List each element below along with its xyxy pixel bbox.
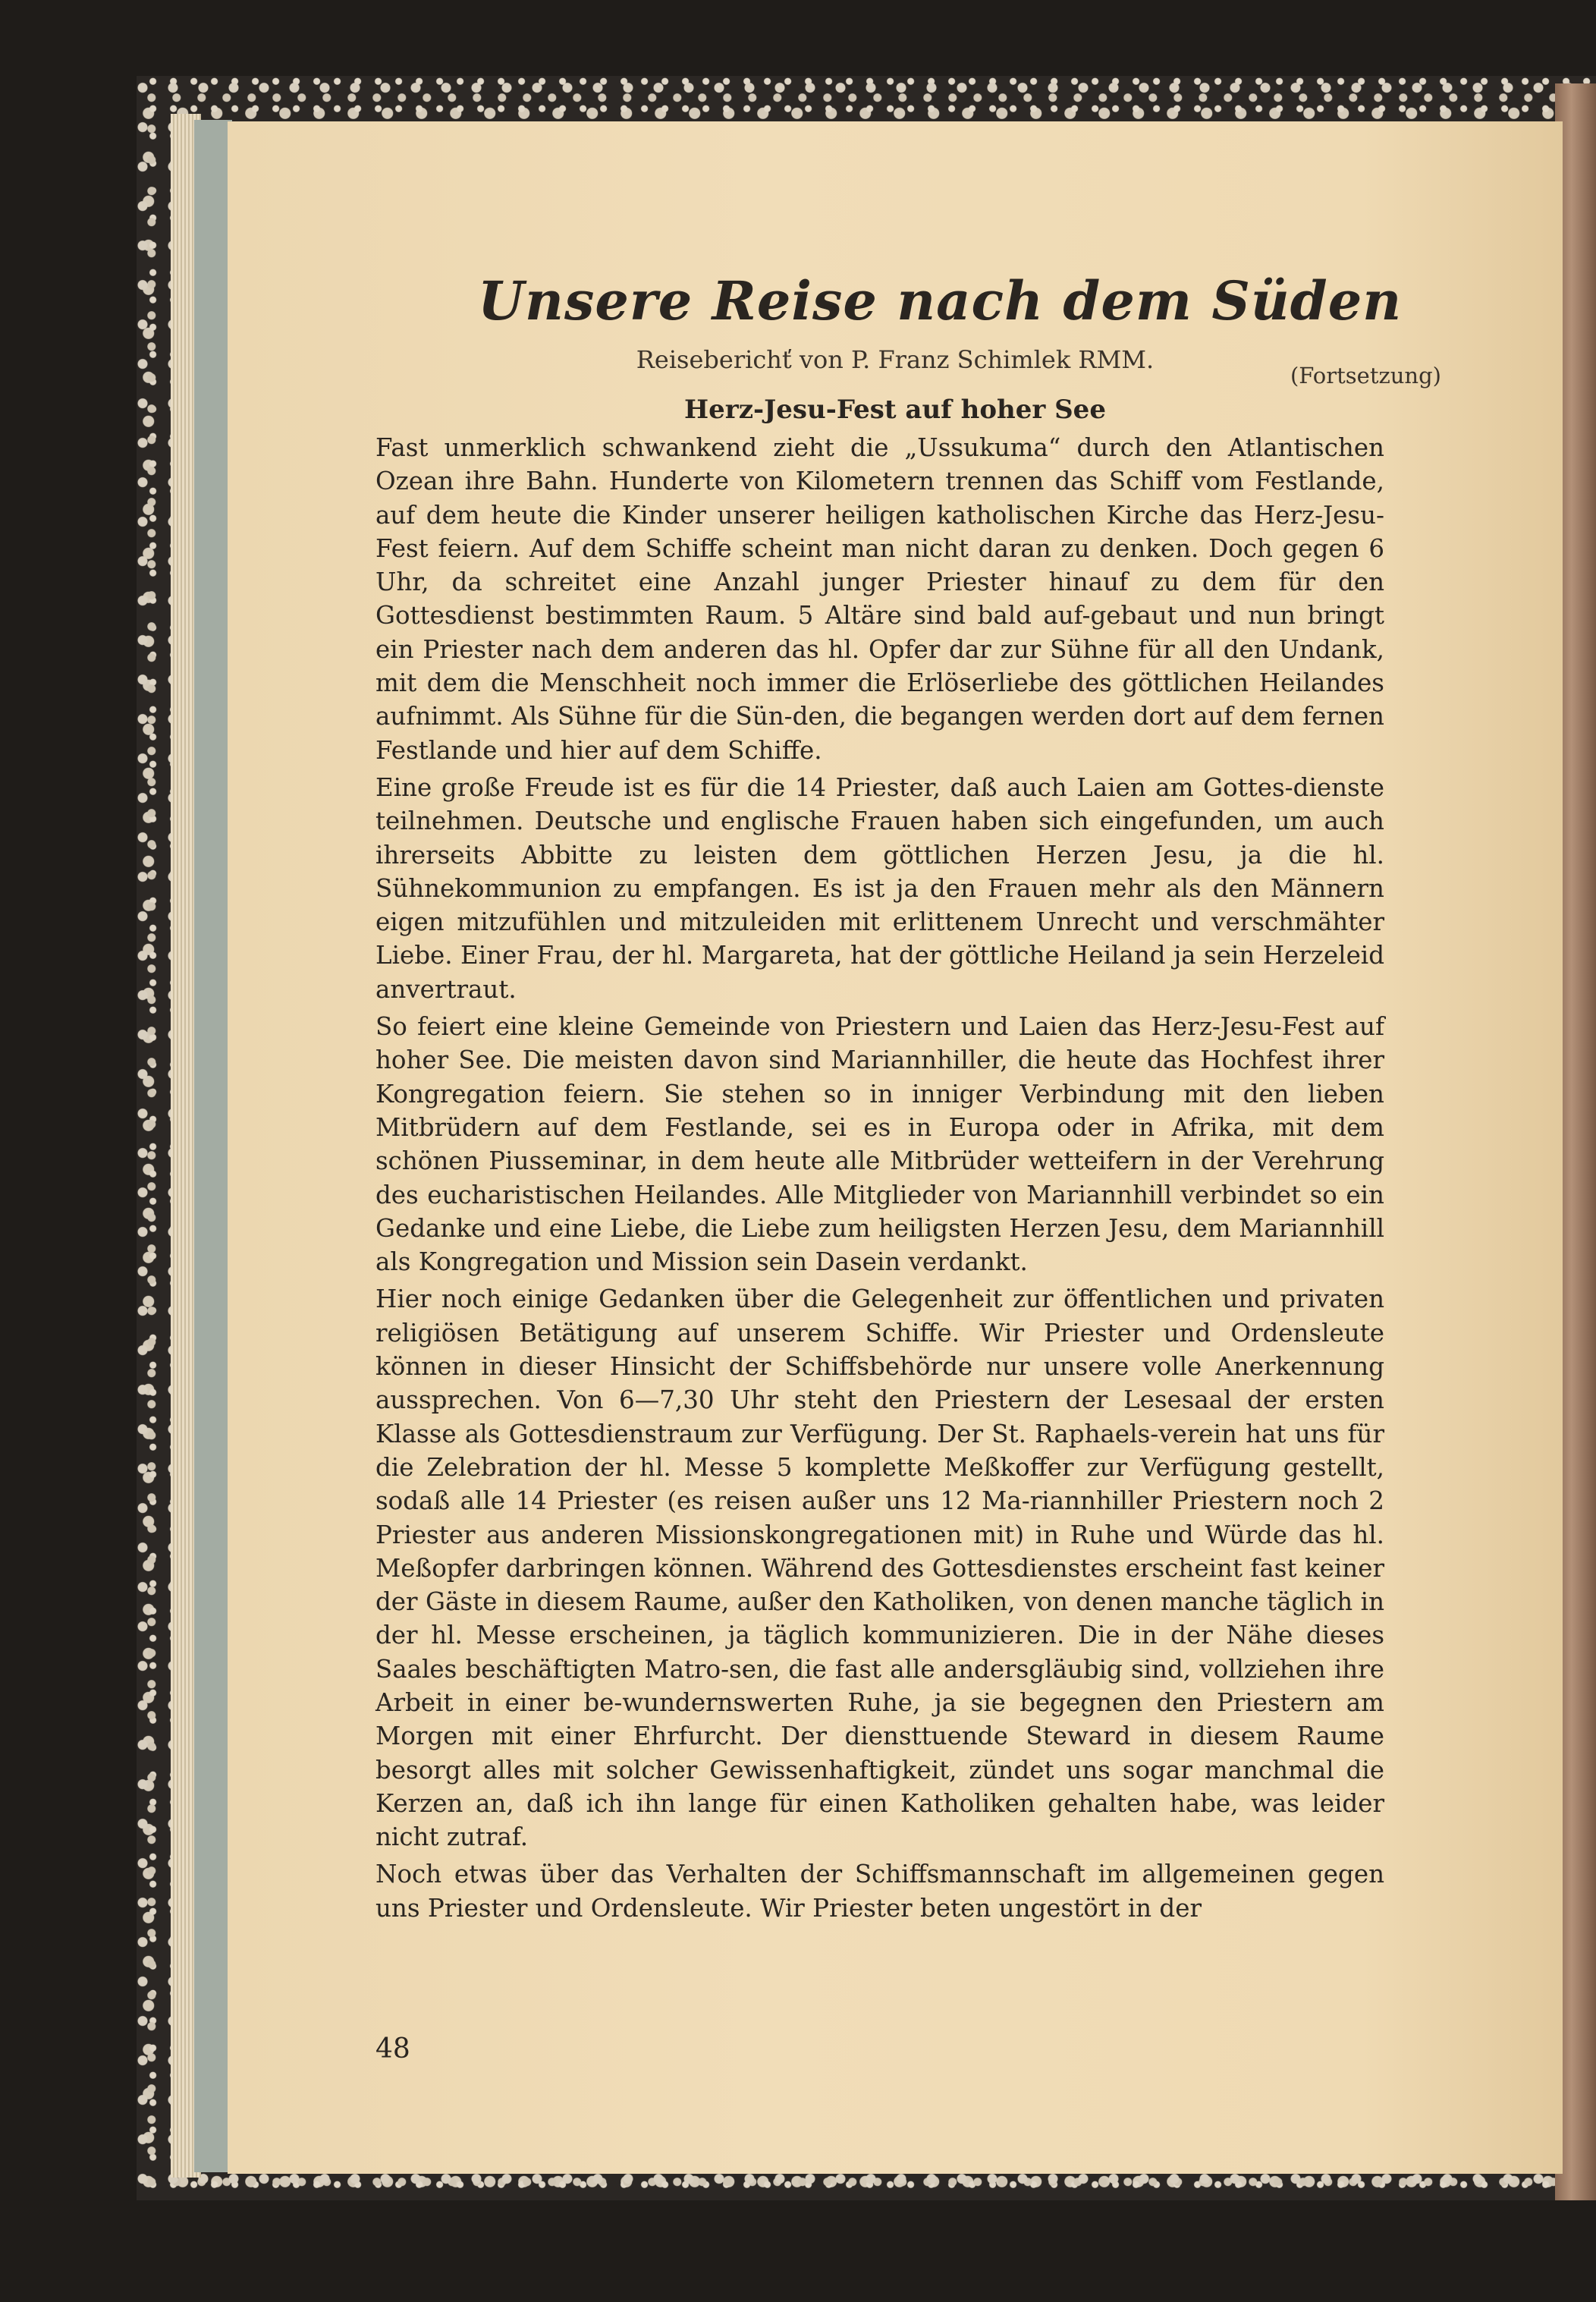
paragraph: So feiert eine kleine Gemeinde von Priestern und Laien das Herz-Jesu-Fest auf hoher See. Die meisten davon sind Mariannhiller, die heute das Hochfest ihrer Kongregation feiern. Sie stehen so in inniger Verbindung mit den lieben Mitbrüdern auf dem Festlande, sei es in Europa oder in Afrika, mit dem schönen Piusseminar, in dem heute alle Mitbrüder wetteifern in der Verehrung des eucharistischen Heilandes. Alle Mitglieder von Mariannhill verbindet so ein Gedanke und eine Liebe, die Liebe zum heiligsten Herzen Jesu, dem Mariannhill als Kongregation und Mission sein Dasein verdankt.	[375, 1012, 1384, 1277]
page-number: 48	[375, 2033, 410, 2065]
book-page	[228, 121, 1563, 2174]
paragraph: Fast unmerklich schwankend zieht die „Ussukuma“ durch den Atlantischen Ozean ihre Bahn. Hunderte von Kilometern trennen das Schiff vom Festlande, auf dem heute die Kinder unserer heiligen katholischen Kirche das Herz-Jesu-Fest feiern. Auf dem Schiffe scheint man nicht daran zu denken. Doch gegen 6 Uhr, da schreitet eine Anzahl junger Priester hinauf zu dem für den Gottesdienst bestimmten Raum. 5 Altäre sind bald auf-gebaut und nun bringt ein Priester nach dem anderen das hl. Opfer dar zur Sühne für all den Undank, mit dem die Menschheit noch immer die Erlöserliebe des göttlichen Heilandes aufnimmt. Als Sühne für die Sün-den, die begangen werden dort auf dem fernen Festlande und hier auf dem Schiffe.	[375, 433, 1384, 765]
binding-strip	[194, 120, 232, 2172]
article-byline: Reiseberichť von P. Franz Schimlek RMM.	[636, 345, 1155, 374]
article-title: Unsere Reise nach dem Süden	[478, 269, 1403, 332]
paragraph: Hier noch einige Gedanken über die Gelegenheit zur öffentlichen und privaten religiösen Betätigung auf unserem Schiffe. Wir Priester und Ordensleute können in dieser Hinsicht der Schiffsbehörde nur unsere volle Anerkennung aussprechen. Von 6—7,30 Uhr steht den Priestern der Lesesaal der ersten Klasse als Gottesdienstraum zur Verfügung. Der St. Raphaels-verein hat uns für die Zelebration der hl. Messe 5 komplette Meßkoffer zur Verfügung gestellt, sodaß alle 14 Priester (es reisen außer uns 12 Ma-riannhiller Priestern noch 2 Priester aus anderen Missionskongregationen mit) in Ruhe und Würde das hl. Meßopfer darbringen können. Während des Gottesdienstes erscheint fast keiner der Gäste in diesem Raume, außer den Katholiken, von denen manche täglich in der hl. Messe erscheinen, ja täglich kommunizieren. Die in der Nähe dieses Saales beschäftigten Matro-sen, die fast alle andersgläubig sind, vollziehen ihre Arbeit in einer be-wundernswerten Ruhe, ja sie begegnen den Priestern am Morgen mit einer Ehrfurcht. Der diensttuende Steward in diesem Raume besorgt alles mit solcher Gewissenhaftigkeit, zündet uns sogar manchmal die Kerzen an, daß ich ihn lange für einen Katholiken gehalten habe, was leider nicht zutraf.	[375, 1285, 1384, 1852]
section-heading: Herz-Jesu-Fest auf hoher See	[684, 395, 1106, 425]
continuation-note: (Fortsetzung)	[1290, 363, 1441, 388]
article-body	[375, 431, 1384, 1929]
paragraph: Eine große Freude ist es für die 14 Priester, daß auch Laien am Gottes-dienste teilnehmen. Deutsche und englische Frauen haben sich eingefunden, um auch ihrerseits Abbitte zu leisten dem göttlichen Herzen Jesu, ja die hl. Sühnekommunion zu empfangen. Es ist ja den Frauen mehr als den Männern eigen mitzufühlen und mitzuleiden mit erlittenem Unrecht und verschmähter Liebe. Einer Frau, der hl. Margareta, hat der göttliche Heiland ja sein Herzeleid anvertraut.	[375, 772, 1384, 1004]
paragraph: Noch etwas über das Verhalten der Schiffsmannschaft im allgemeinen gegen uns Priester und Ordensleute. Wir Priester beten ungestört in der	[375, 1860, 1384, 1923]
